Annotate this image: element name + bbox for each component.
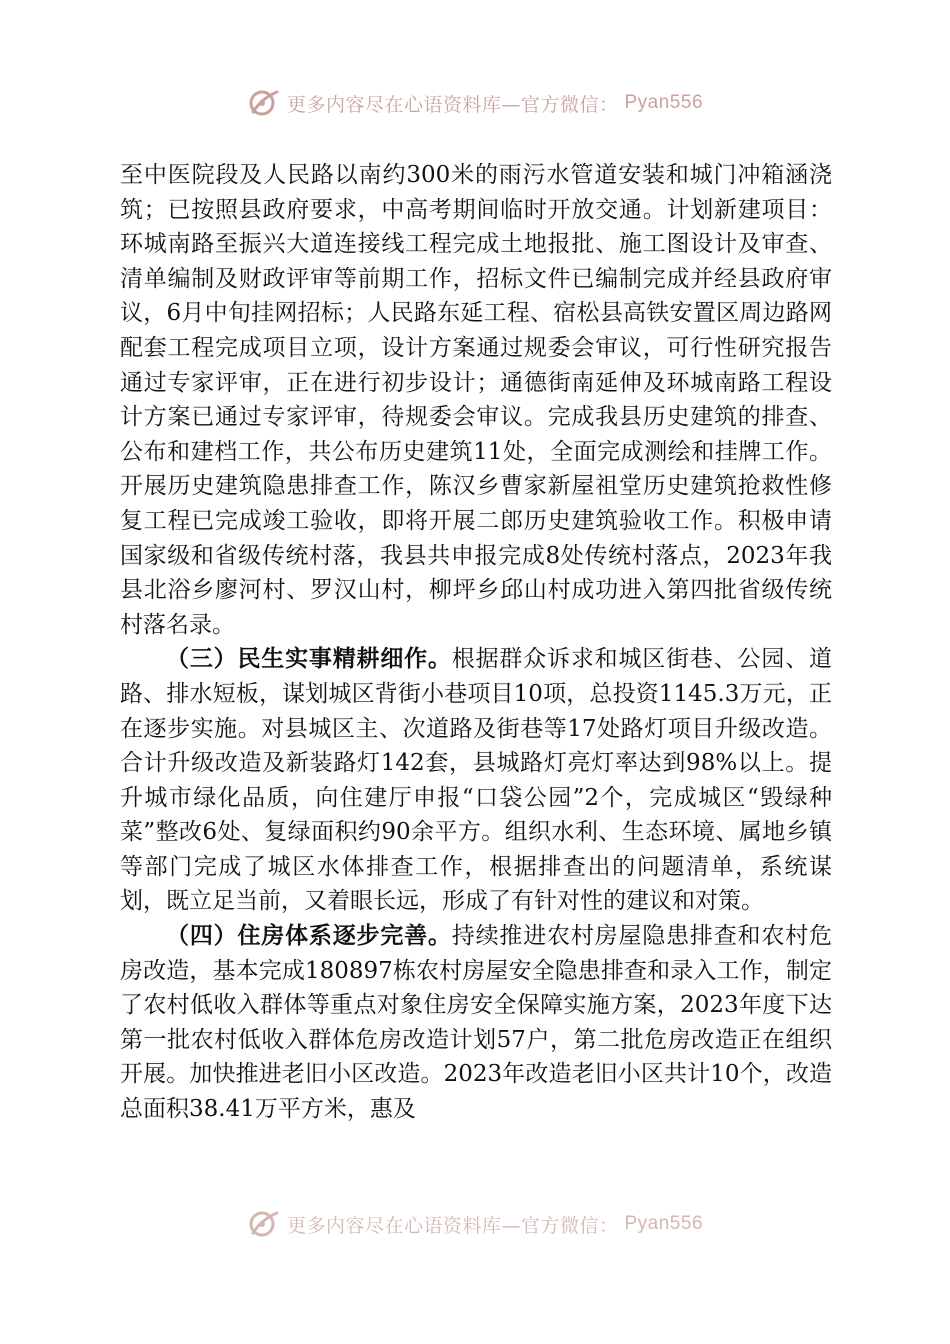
watermark-wechat-id: Pyan556 [624,1213,704,1234]
brand-logo-icon [247,1209,281,1239]
header-watermark [0,86,950,120]
paragraph-1 [120,158,832,642]
section-heading-3: （三）民生实事精耕细作。 [166,646,452,673]
paragraph-2-text: 根据群众诉求和城区街巷、公园、道路、排水短板，谋划城区背街小巷项目10项，总投资1145.3万元，正在逐步实施。对县城区主、次道路及街巷等17处路灯项目升级改造。合计升级改造及新装路灯142套，县城路灯亮灯率达到98%以上。提升城市绿化品质，向住建厅申报“口袋公园”2个，完成城区“毁绿种菜”整改6处、复绿面积约90余平方。组织水利、生态环境、属地乡镇等部门完成了城区水体排查工作，根据排查出的问题清单，系统谋划，既立足当前，又着眼长远，形成了有针对性的建议和对策。 [120,646,833,915]
paragraph-1-text: 至中医院段及人民路以南约300米的雨污水管道安装和城门冲箱涵浇筑；已按照县政府要求，中高考期间临时开放交通。计划新建项目：环城南路至振兴大道连接线工程完成土地报批、施工图设计及审查、清单编制及财政评审等前期工作，招标文件已编制完成并经县政府审议，6月中旬挂网招标；人民路东延工程、宿松县高铁安置区周边路网配套工程完成项目立项，设计方案通过规委会审议，可行性研究报告通过专家评审，正在进行初步设计；通德街南延伸及环城南路工程设计方案已通过专家评审，待规委会审议。完成我县历史建筑的排查、公布和建档工作，共公布历史建筑11处，全面完成测绘和挂牌工作。开展历史建筑隐患排查工作，陈汉乡曹家新屋祖堂历史建筑抢救性修复工程已完成竣工验收，即将开展二郎历史建筑验收工作。积极申请国家级和省级传统村落，我县共申报完成8处传统村落点，2023年我县北浴乡廖河村、罗汉山村，柳坪乡邱山村成功进入第四批省级传统村落名录。 [120,162,832,638]
paragraph-3 [120,919,832,1127]
watermark-text: 更多内容尽在心语资料库—官方微信： [286,93,619,116]
paragraph-2 [120,642,832,919]
footer-watermark [0,1207,950,1241]
section-heading-4: （四）住房体系逐步完善。 [166,923,452,950]
watermark-text: 更多内容尽在心语资料库—官方微信： [286,1214,619,1237]
document-body [120,158,832,1127]
paragraph-3-text: 持续推进农村房屋隐患排查和农村危房改造，基本完成180897栋农村房屋安全隐患排查和录入工作，制定了农村低收入群体等重点对象住房安全保障实施方案，2023年度下达第一批农村低收入群体危房改造计划57户，第二批危房改造正在组织开展。加快推进老旧小区改造。2023年改造老旧小区共计10个，改造总面积38.41万平方米，惠及 [120,923,833,1123]
brand-logo-icon [247,88,281,118]
watermark-wechat-id: Pyan556 [624,92,704,113]
